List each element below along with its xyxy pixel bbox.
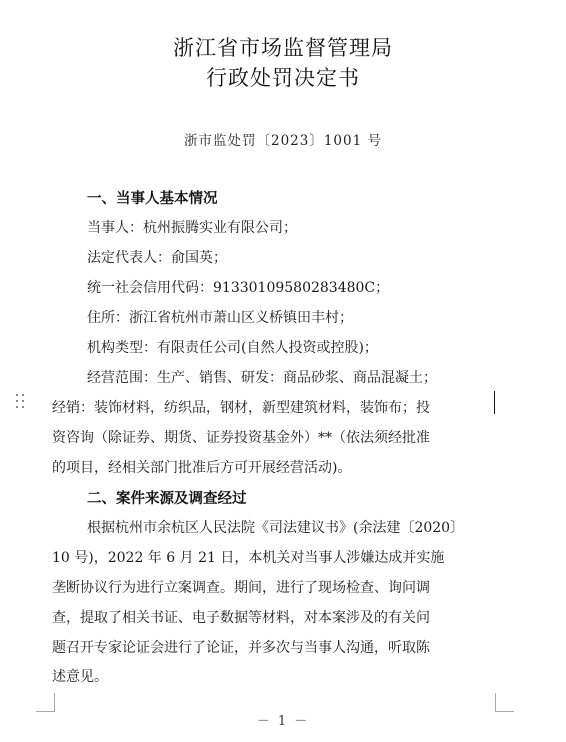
case-source-line-1: 根据杭州市余杭区人民法院《司法建议书》(余法建〔2020〕 <box>87 520 465 536</box>
organization-type-line: 机构类型：有限责任公司(自然人投资或控股)； <box>87 340 378 356</box>
business-scope-line-4: 的项目，经相关部门批准后方可开展经营活动)。 <box>52 460 352 476</box>
case-source-line-5: 题召开专家论证会进行了论证，并多次与当事人沟通，听取陈 <box>52 640 430 656</box>
business-scope-line-2: 经销：装饰材料，纺织品，钢材，新型建筑材料，装饰布；投 <box>52 400 430 416</box>
page-number: － 1 － <box>256 714 310 729</box>
document-title-line-1: 浙江省市场监督管理局 <box>173 36 393 60</box>
case-source-line-2: 10 号)，2022 年 6 月 21 日，本机关对当事人涉嫌达成并实施 <box>52 550 445 566</box>
case-source-line-3: 垄断协议行为进行立案调查。期间，进行了现场检查、询问调 <box>52 580 430 596</box>
text-cursor <box>494 391 495 414</box>
section-1-heading: 一、当事人基本情况 <box>87 191 218 207</box>
document-title-line-2: 行政处罚决定书 <box>206 66 360 90</box>
business-scope-line-3: 资咨询（除证券、期货、证券投资基金外）**（依法须经批准 <box>52 430 430 446</box>
party-name-line: 当事人：杭州振腾实业有限公司； <box>87 220 297 236</box>
document-number: 浙市监处罚〔2023〕1001 号 <box>183 133 382 149</box>
case-source-line-4: 查，提取了相关书证、电子数据等材料，对本案涉及的有关问 <box>52 610 430 626</box>
drag-handle-icon[interactable] <box>15 393 27 409</box>
case-source-line-6: 述意见。 <box>52 669 108 685</box>
section-2-heading: 二、案件来源及调查经过 <box>87 491 247 507</box>
address-line: 住所：浙江省杭州市萧山区义桥镇田丰村； <box>87 310 353 326</box>
business-scope-line-1: 经营范围：生产、销售、研发：商品砂浆、商品混凝土； <box>87 370 437 386</box>
credit-code-line: 统一社会信用代码：91330109580283480C； <box>87 280 390 296</box>
legal-representative-line: 法定代表人：俞国英； <box>87 250 227 266</box>
